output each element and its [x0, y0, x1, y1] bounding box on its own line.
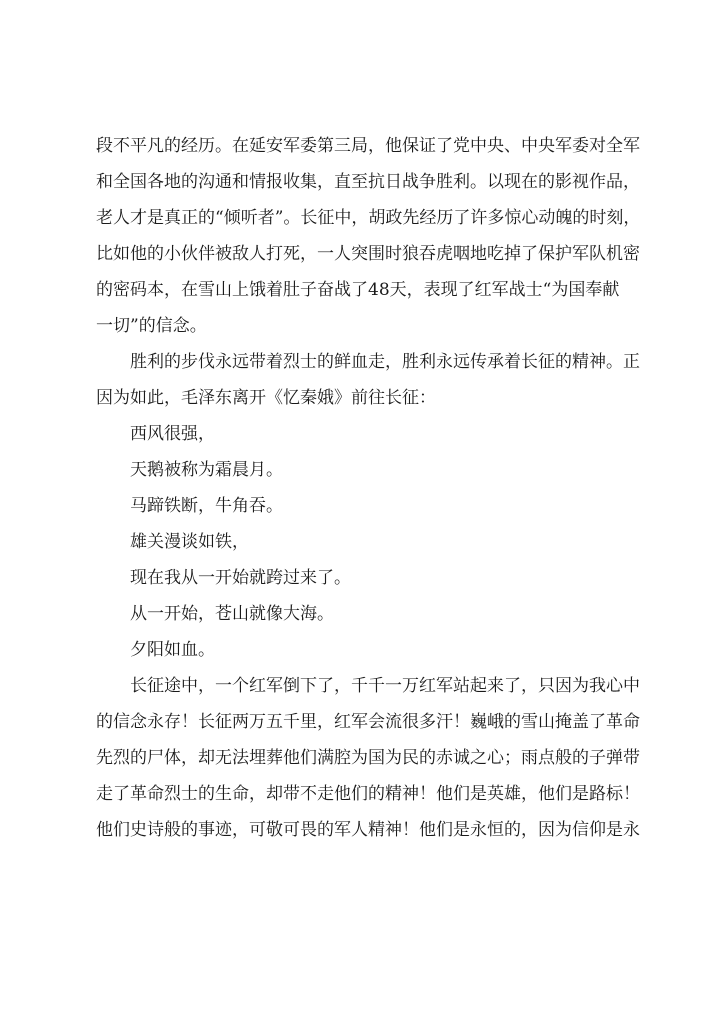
text-line: 段不平凡的经历。在延安军委第三局，他保证了党中央、中央军委对全军 [96, 136, 640, 156]
text-line: 长征途中，一个红军倒下了，千千一万红军站起来了，只因为我心中 [130, 676, 640, 696]
text-line: 现在我从一开始就跨过来了。 [130, 568, 351, 588]
text-line: 因为如此，毛泽东离开《忆秦娥》前往长征： [96, 388, 436, 408]
text-line: 一切”的信念。 [96, 316, 207, 336]
text-line: 天鹅被称为霜晨月。 [130, 460, 283, 480]
text-line: 马蹄铁断，牛角吞。 [130, 496, 283, 516]
text-line: 他们史诗般的事迹，可敬可畏的军人精神！他们是永恒的，因为信仰是永 [96, 820, 640, 840]
text-line: 雄关漫谈如铁， [130, 532, 249, 552]
text-line: 老人才是真正的“倾听者”。长征中，胡政先经历了许多惊心动魄的时刻， [96, 208, 641, 228]
text-line: 夕阳如血。 [130, 640, 215, 660]
text-line: 和全国各地的沟通和情报收集，直至抗日战争胜利。以现在的影视作品， [96, 172, 640, 192]
body-text [96, 128, 641, 848]
text-line: 走了革命烈士的生命，却带不走他们的精神！他们是英雄，他们是路标！ [96, 784, 640, 804]
text-line: 从一开始，苍山就像大海。 [130, 604, 334, 624]
text-line: 先烈的尸体，却无法埋葬他们满腔为国为民的赤诚之心；雨点般的子弹带 [96, 748, 640, 768]
text-line: 比如他的小伙伴被敌人打死，一人突围时狼吞虎咽地吃掉了保护军队机密 [96, 244, 640, 264]
text-line: 的信念永存！长征两万五千里，红军会流很多汗！巍峨的雪山掩盖了革命 [96, 712, 640, 732]
text-line: 胜利的步伐永远带着烈士的鲜血走，胜利永远传承着长征的精神。正 [130, 352, 640, 372]
text-line: 的密码本，在雪山上饿着肚子奋战了48天，表现了红军战士“为国奉献 [96, 280, 620, 300]
text-line: 西风很强， [130, 424, 215, 444]
